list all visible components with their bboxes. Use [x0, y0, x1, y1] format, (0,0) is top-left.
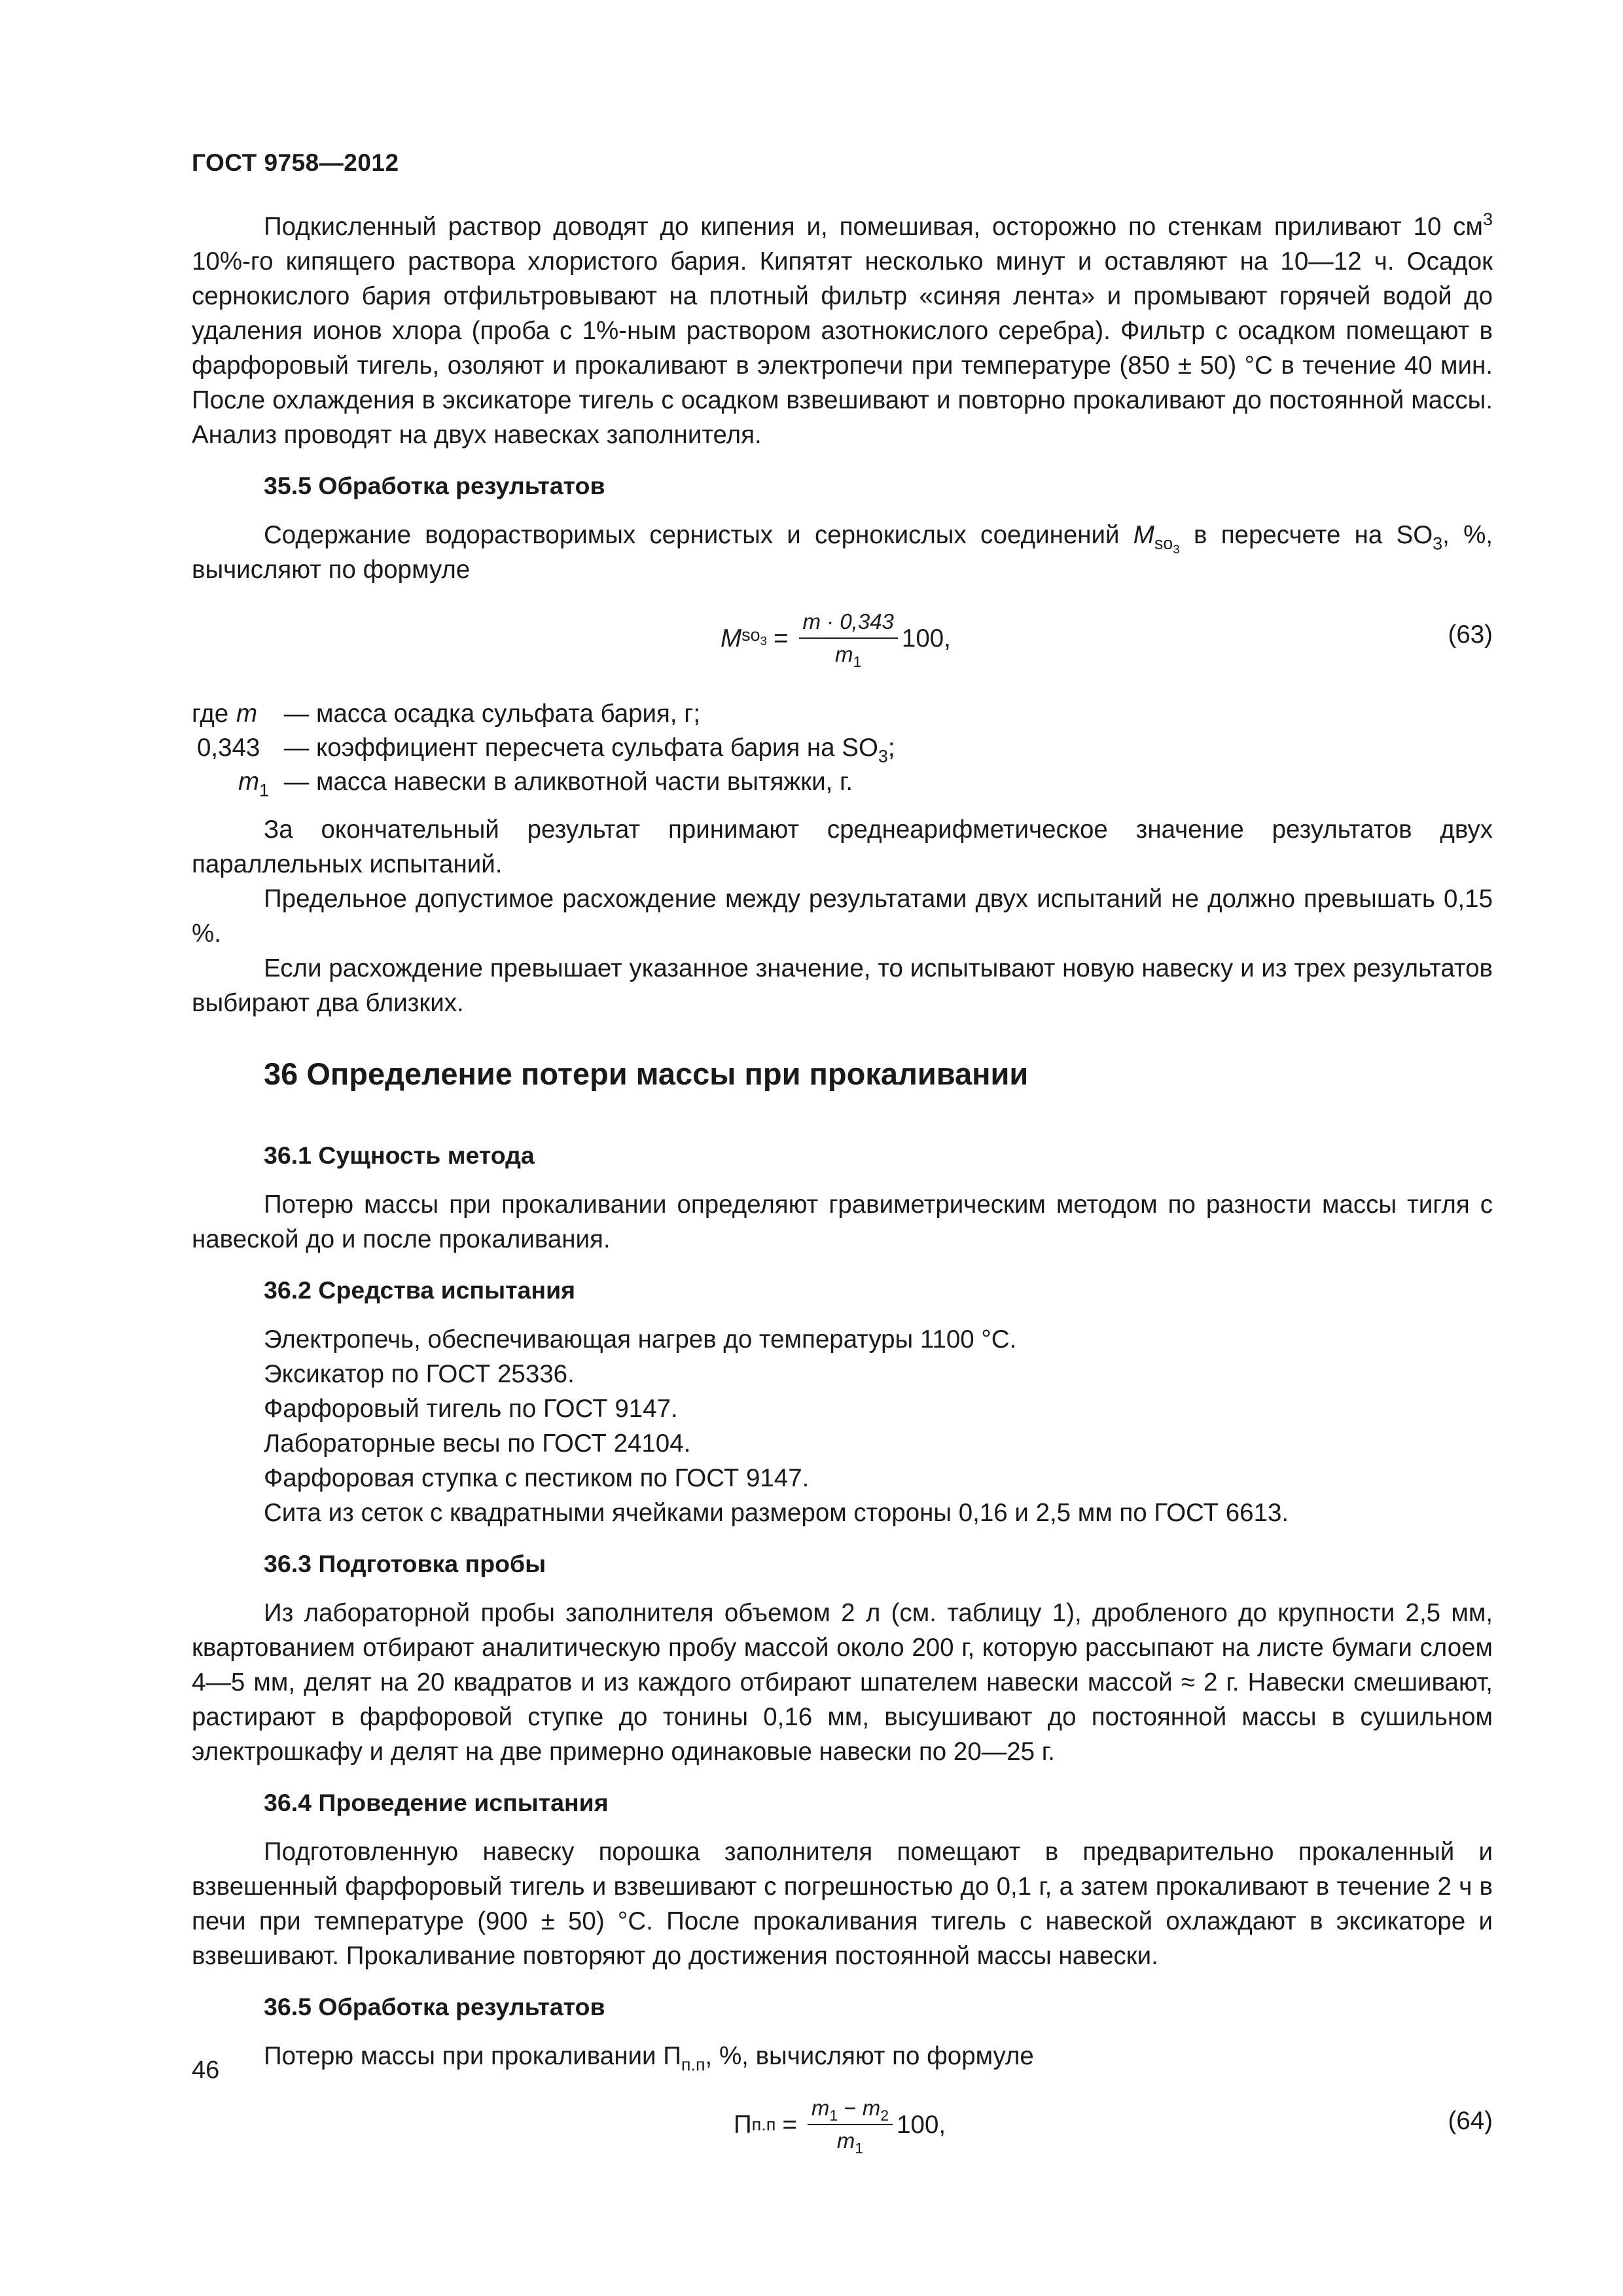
section-heading-36-4: 36.4 Проведение испытания: [264, 1789, 609, 1816]
formula-equals: =: [774, 624, 789, 653]
formula-tail: 100,: [901, 624, 951, 653]
superscript: 3: [1483, 209, 1493, 230]
page-number: 46: [192, 2056, 220, 2084]
formula-lhs-subscript: [741, 625, 768, 648]
paragraph-text: Потерю массы при прокаливании П: [264, 2042, 681, 2070]
equipment-item: Лабораторные весы по ГОСТ 24104.: [264, 1429, 691, 1458]
subscript: [1154, 533, 1180, 557]
subscript: 3: [1433, 533, 1443, 554]
section-heading-36-1: 36.1 Сущность метода: [264, 1141, 535, 1169]
paragraph-exceed: Если расхождение превышает указанное значение, то испытывают новую навеску и из трех результатов выбирают два близких.: [192, 954, 1493, 1017]
section-heading-36-2: 36.2 Средства испытания: [264, 1276, 576, 1304]
page-content: [192, 209, 1493, 2183]
formula-fraction: [808, 2095, 893, 2157]
paragraph-text: в пересчете на SO: [1179, 521, 1433, 549]
equipment-item: Фарфоровая ступка с пестиком по ГОСТ 9147.: [264, 1464, 810, 1492]
equipment-item: Электропечь, обеспечивающая нагрев до температуры 1100 °С.: [264, 1325, 1017, 1354]
subscript: п.п: [681, 2054, 705, 2075]
section-heading-36-3: 36.3 Подготовка пробы: [264, 1550, 546, 1577]
paragraph-test-procedure: Подготовленную навеску порошка заполнителя помещают в предварительно прокаленный и взвешенный фарфоровый тигель и взвешивают с погрешностью до 0,1 г, а затем прокаливают в течение 2 ч в печи при температуре (900 ± 50) °С. После прокаливания тигель с навеской охлаждают в эксикаторе и взвешивают. Прокаливание повторяют до достижения постоянной массы навески.: [192, 1838, 1493, 1970]
subscript: 2: [880, 2107, 889, 2125]
paragraph-text: , %, вычисляют по формуле: [192, 521, 1493, 584]
section-heading-35-5: 35.5 Обработка результатов: [264, 472, 605, 499]
subscript-text: so: [1154, 533, 1173, 554]
formula-tail: 100,: [897, 2110, 946, 2139]
formula-lhs: П: [734, 2110, 752, 2139]
definition-dash: —: [283, 734, 310, 762]
paragraph-text: Содержание водорастворимых сернистых и сернокислых соединений: [264, 521, 1133, 549]
numerator-operator: −: [838, 2096, 863, 2120]
subscript: 1: [853, 653, 862, 671]
paragraph-tolerance: Предельное допустимое расхождение между результатами двух испытаний не должно превышать 0,15 %.: [192, 885, 1493, 948]
definition-symbol: [192, 765, 277, 799]
fraction-denominator: [831, 639, 865, 671]
equipment-item: Эксикатор по ГОСТ 25336.: [264, 1360, 575, 1388]
formula-body: [721, 592, 951, 684]
equipment-item: Сита из сеток с квадратными ячейками размером стороны 0,16 и 2,5 мм по ГОСТ 6613.: [264, 1499, 1289, 1527]
definition-text: масса навески в аликвотной части вытяжки, г.: [316, 768, 853, 796]
equipment-item: Фарфоровый тигель по ГОСТ 9147.: [264, 1395, 678, 1423]
where-label: где: [192, 700, 229, 728]
subscript: 1: [259, 780, 269, 800]
numerator-text: m · 0,343: [802, 609, 894, 634]
subscript: 3: [878, 746, 888, 766]
subscript: 1: [829, 2107, 838, 2125]
paragraph-text: , %, вычисляют по формуле: [705, 2042, 1034, 2070]
document-header: ГОСТ 9758—2012: [192, 149, 399, 176]
formula-fraction: [799, 609, 898, 671]
section-heading-36-5: 36.5 Обработка результатов: [264, 1993, 605, 2020]
paragraph-sample-prep: Из лабораторной пробы заполнителя объемом 2 л (см. таблицу 1), дробленого до крупности 2,5 мм, квартованием отбирают аналитическую пробу массой около 200 г, которую рассыпают на листе бумаги слоем 4—5 мм, делят на 20 квадратов и из каждого отбирают шпателем навески массой ≈ 2 г. Навески смешивают, растирают в фарфоровой ступке до тонины 0,16 мм, высушивают до постоянной массы в сушильном электрошкафу и делят на две примерно одинаковые навески по 20—25 г.: [192, 1599, 1493, 1766]
fraction-denominator: [833, 2125, 867, 2157]
definition-text-part: коэффициент пересчета сульфата бария на SO: [316, 734, 878, 762]
paragraph-precipitation: [192, 209, 1493, 452]
formula-64: [192, 2079, 1493, 2177]
definition-symbol: m: [236, 700, 258, 728]
section-heading-36: 36 Определение потери массы при прокаливании: [264, 1056, 1029, 1091]
paragraph-formula-intro-63: [192, 518, 1493, 587]
numerator-var: m: [862, 2096, 881, 2120]
paragraph-formula-intro-64: [192, 2039, 1493, 2073]
paragraph-text: Подкисленный раствор доводят до кипения и, помешивая, осторожно по стенкам приливают 10 см: [264, 213, 1484, 241]
definition-symbol: 0,343: [197, 734, 260, 762]
formula-body: П п.п = $\frac{m_1 - m_2}{m_1}$ 100,: [734, 2096, 946, 2157]
paragraph-method: Потерю массы при прокаливании определяют гравиметрическим методом по разности массы тигля с навеской до и после прокаливания.: [192, 1191, 1493, 1253]
paragraph-text: 10%-го кипящего раствора хлористого бария. Кипятят несколько минут и оставляют на 10—12 ч. Осадок сернокислого бария отфильтровывают на плотный фильтр «синяя лента» и промывают горячей водой до удаления ионов хлора (проба с 1%-ным раствором азотнокислого серебра). Фильтр с осадком помещают в фарфоровый тигель, озоляют и прокаливают в электропечи при температуре (850 ± 50) °С в течение 40 мин. После охлаждения в эксикаторе тигель с осадком взвешивают и повторно прокаливают до постоянной массы. Анализ проводят на двух навесках заполнителя.: [192, 247, 1493, 449]
variable-definitions: [192, 697, 1493, 799]
subscript-text: 3: [1173, 543, 1180, 557]
definition-dash: —: [283, 768, 310, 796]
denominator-text: m: [835, 642, 853, 666]
fraction-numerator: [808, 2095, 893, 2125]
fraction-numerator: [799, 609, 898, 639]
denominator-text: m: [836, 2128, 855, 2153]
numerator-var: m: [811, 2096, 830, 2120]
symbol-text: m: [238, 768, 260, 796]
subscript-text: 3: [760, 634, 768, 648]
definition-dash: —: [283, 700, 310, 728]
definition-text-part: ;: [887, 734, 895, 762]
definition-row: [192, 731, 1493, 765]
definition-row: [192, 765, 1493, 799]
paragraph-final-result: За окончательный результат принимают среднеарифметическое значение результатов двух параллельных испытаний.: [192, 816, 1493, 878]
subscript: 1: [855, 2140, 864, 2157]
formula-lhs: M: [721, 624, 742, 653]
equation-number: (64): [1448, 2107, 1493, 2135]
definition-text: [316, 731, 895, 765]
definition-text: масса осадка сульфата бария, г;: [316, 700, 701, 728]
variable: M: [1133, 521, 1154, 549]
formula-63: [192, 592, 1493, 691]
subscript-text: so: [741, 625, 760, 645]
formula-equals: =: [782, 2110, 797, 2139]
equation-number: (63): [1448, 620, 1493, 649]
definition-row: [192, 697, 1493, 731]
